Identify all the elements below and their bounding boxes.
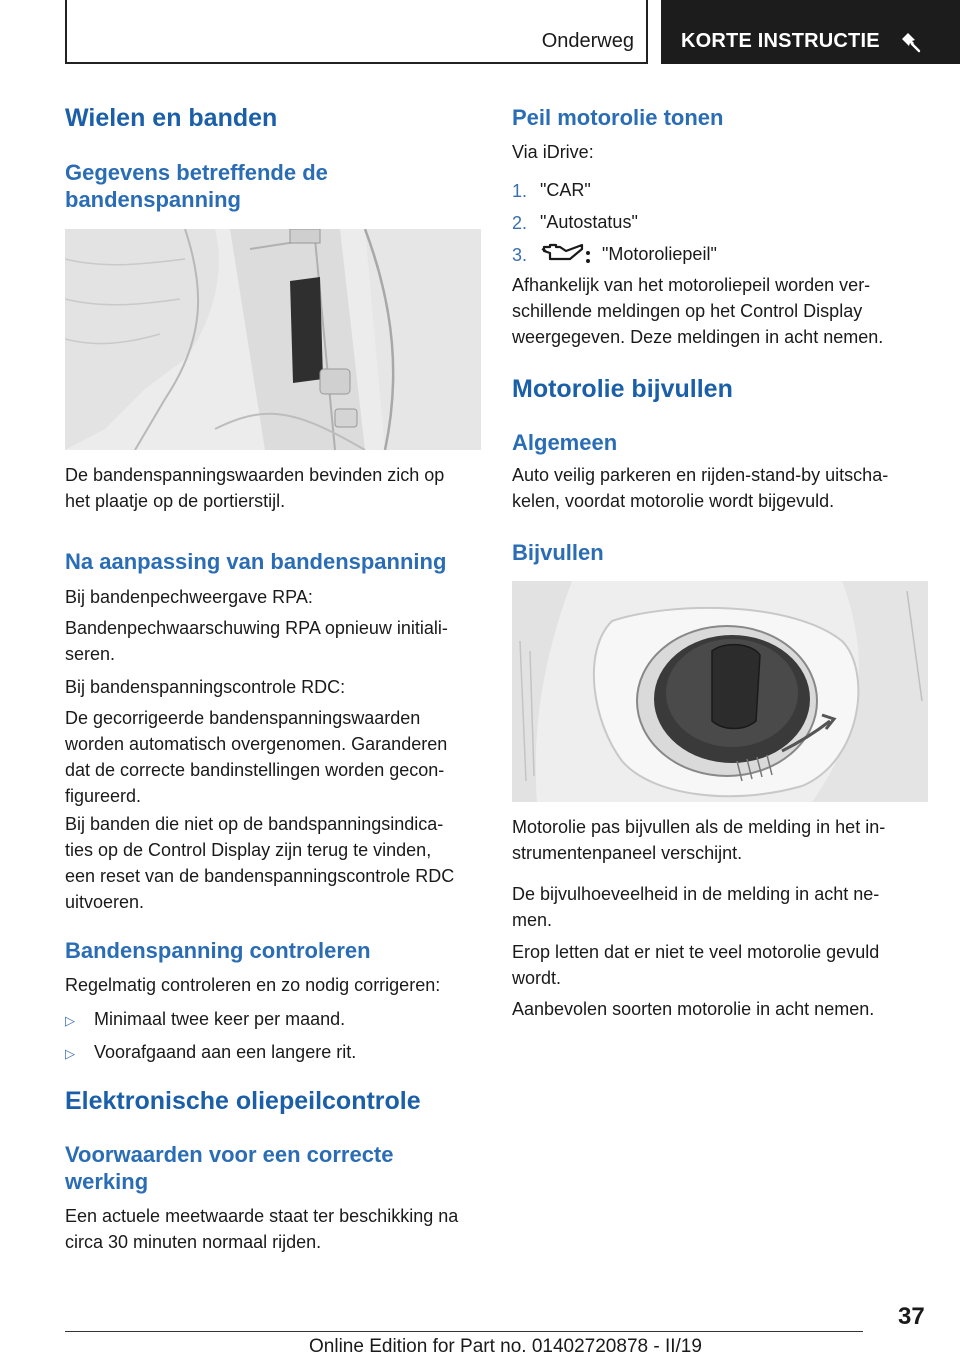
section-tab-label: Onderweg bbox=[541, 30, 634, 52]
paragraph-rdc-auto bbox=[65, 705, 447, 809]
text-line: "Autostatus" bbox=[540, 212, 638, 232]
section-tab bbox=[65, 0, 648, 64]
edition-note: Online Edition for Part no. 01402720878 - II/19 bbox=[309, 1336, 702, 1357]
step-number: 1. bbox=[512, 181, 528, 201]
text-line: Motorolie pas bijvullen als de melding in het in- bbox=[512, 817, 886, 837]
heading-electronic-oil: Elektronische oliepeilcontrole bbox=[65, 1087, 421, 1115]
text-line: wordt. bbox=[512, 968, 562, 988]
heading-general: Algemeen bbox=[512, 430, 618, 455]
text-line: Via iDrive: bbox=[512, 142, 594, 162]
paragraph-conditions bbox=[65, 1203, 458, 1255]
text-line: "Motoroliepeil" bbox=[602, 244, 717, 264]
bullet-triangle-icon: ▷ bbox=[65, 1046, 75, 1061]
heading-wheels-tires: Wielen en banden bbox=[65, 104, 278, 132]
heading-line: werking bbox=[65, 1169, 149, 1194]
text-line: Auto veilig parkeren en rijden-stand-by uitscha- bbox=[512, 465, 889, 485]
heading-fill: Bijvullen bbox=[512, 540, 604, 565]
step-item bbox=[602, 241, 717, 267]
bullet-item bbox=[94, 1039, 356, 1065]
text-line: een reset van de bandenspanningscontrole RDC bbox=[65, 866, 455, 886]
text-line: De gecorrigeerde bandenspanningswaarden bbox=[65, 708, 421, 728]
chapter-tab-label: KORTE INSTRUCTIE bbox=[681, 30, 880, 52]
text-line: dat de correcte bandinstellingen worden gecon- bbox=[65, 760, 445, 780]
chapter-tab bbox=[661, 0, 960, 64]
text-line: De bijvulhoeveelheid in de melding in acht ne- bbox=[512, 884, 880, 904]
step-number: 3. bbox=[512, 245, 528, 265]
text-line: "CAR" bbox=[540, 180, 591, 200]
text-line: Erop letten dat er niet te veel motorolie gevuld bbox=[512, 942, 880, 962]
step-item bbox=[540, 209, 638, 235]
text-line: Bij bandenspanningscontrole RDC: bbox=[65, 677, 346, 697]
paragraph-recommended bbox=[512, 996, 874, 1022]
heading-line: bandenspanning bbox=[65, 187, 241, 212]
quick-instruction-icon bbox=[899, 29, 923, 53]
heading-conditions bbox=[65, 1141, 394, 1195]
text-line: strumentenpaneel verschijnt. bbox=[512, 843, 743, 863]
heading-after-adjusting: Na aanpassing van bandenspanning bbox=[65, 549, 447, 574]
text-line: Een actuele meetwaarde staat ter beschikking na bbox=[65, 1206, 459, 1226]
bullet-item bbox=[94, 1006, 345, 1032]
text-line: Regelmatig controleren en zo nodig corrigeren: bbox=[65, 975, 441, 995]
step-item bbox=[540, 177, 591, 203]
heading-refill-oil: Motorolie bijvullen bbox=[512, 375, 733, 403]
footer-divider bbox=[65, 1331, 863, 1332]
text-line: uitvoeren. bbox=[65, 892, 145, 912]
text-line: schillende meldingen op het Control Display bbox=[512, 301, 863, 321]
text-line: Bandenpechwaarschuwing RPA opnieuw initiali- bbox=[65, 618, 448, 638]
text-line: ties op de Control Display zijn terug te vinden, bbox=[65, 840, 432, 860]
paragraph-pillar-label bbox=[65, 462, 444, 514]
text-line: seren. bbox=[65, 644, 116, 664]
text-line: worden automatisch overgenomen. Garanderen bbox=[65, 734, 448, 754]
text-line: het plaatje op de portierstijl. bbox=[65, 491, 286, 511]
text-line: De bandenspanningswaarden bevinden zich op bbox=[65, 465, 445, 485]
oil-filler-cap-image bbox=[512, 581, 928, 802]
bullet-triangle-icon: ▷ bbox=[65, 1013, 75, 1028]
paragraph-rpa-init bbox=[65, 615, 448, 667]
page-number: 37 bbox=[898, 1303, 925, 1330]
step-number: 2. bbox=[512, 213, 528, 233]
door-pillar-tire-pressure-label-image bbox=[65, 229, 481, 450]
heading-show-oil-level: Peil motorolie tonen bbox=[512, 105, 724, 130]
heading-tire-pressure-data bbox=[65, 159, 328, 213]
paragraph-via-idrive bbox=[512, 139, 594, 165]
paragraph-general bbox=[512, 462, 888, 514]
heading-check-pressure: Bandenspanning controleren bbox=[65, 938, 371, 963]
paragraph-not-too-much bbox=[512, 939, 879, 991]
text-line: weergegeven. Deze meldingen in acht nemen. bbox=[512, 327, 884, 347]
paragraph-rdc-reset bbox=[65, 811, 454, 915]
heading-line: Voorwaarden voor een correcte bbox=[65, 1142, 394, 1167]
paragraph-depending bbox=[512, 272, 883, 350]
text-line: men. bbox=[512, 910, 553, 930]
text-line: circa 30 minuten normaal rijden. bbox=[65, 1232, 322, 1252]
text-line: Bij banden die niet op de bandspanningsindica- bbox=[65, 814, 444, 834]
paragraph-fill-amount bbox=[512, 881, 879, 933]
text-line: Bij bandenpechweergave RPA: bbox=[65, 587, 313, 607]
text-line: Aanbevolen soorten motorolie in acht nemen. bbox=[512, 999, 875, 1019]
paragraph-rpa bbox=[65, 584, 313, 610]
text-line: Minimaal twee keer per maand. bbox=[94, 1009, 346, 1029]
paragraph-check bbox=[65, 972, 440, 998]
text-line: Voorafgaand aan een langere rit. bbox=[94, 1042, 357, 1062]
text-line: Afhankelijk van het motoroliepeil worden ver- bbox=[512, 275, 871, 295]
text-line: figureerd. bbox=[65, 786, 142, 806]
paragraph-fill-message bbox=[512, 814, 885, 866]
text-line: kelen, voordat motorolie wordt bijgevuld. bbox=[512, 491, 835, 511]
paragraph-rdc bbox=[65, 674, 345, 700]
oil-can-icon bbox=[540, 241, 596, 265]
heading-line: Gegevens betreffende de bbox=[65, 160, 328, 185]
